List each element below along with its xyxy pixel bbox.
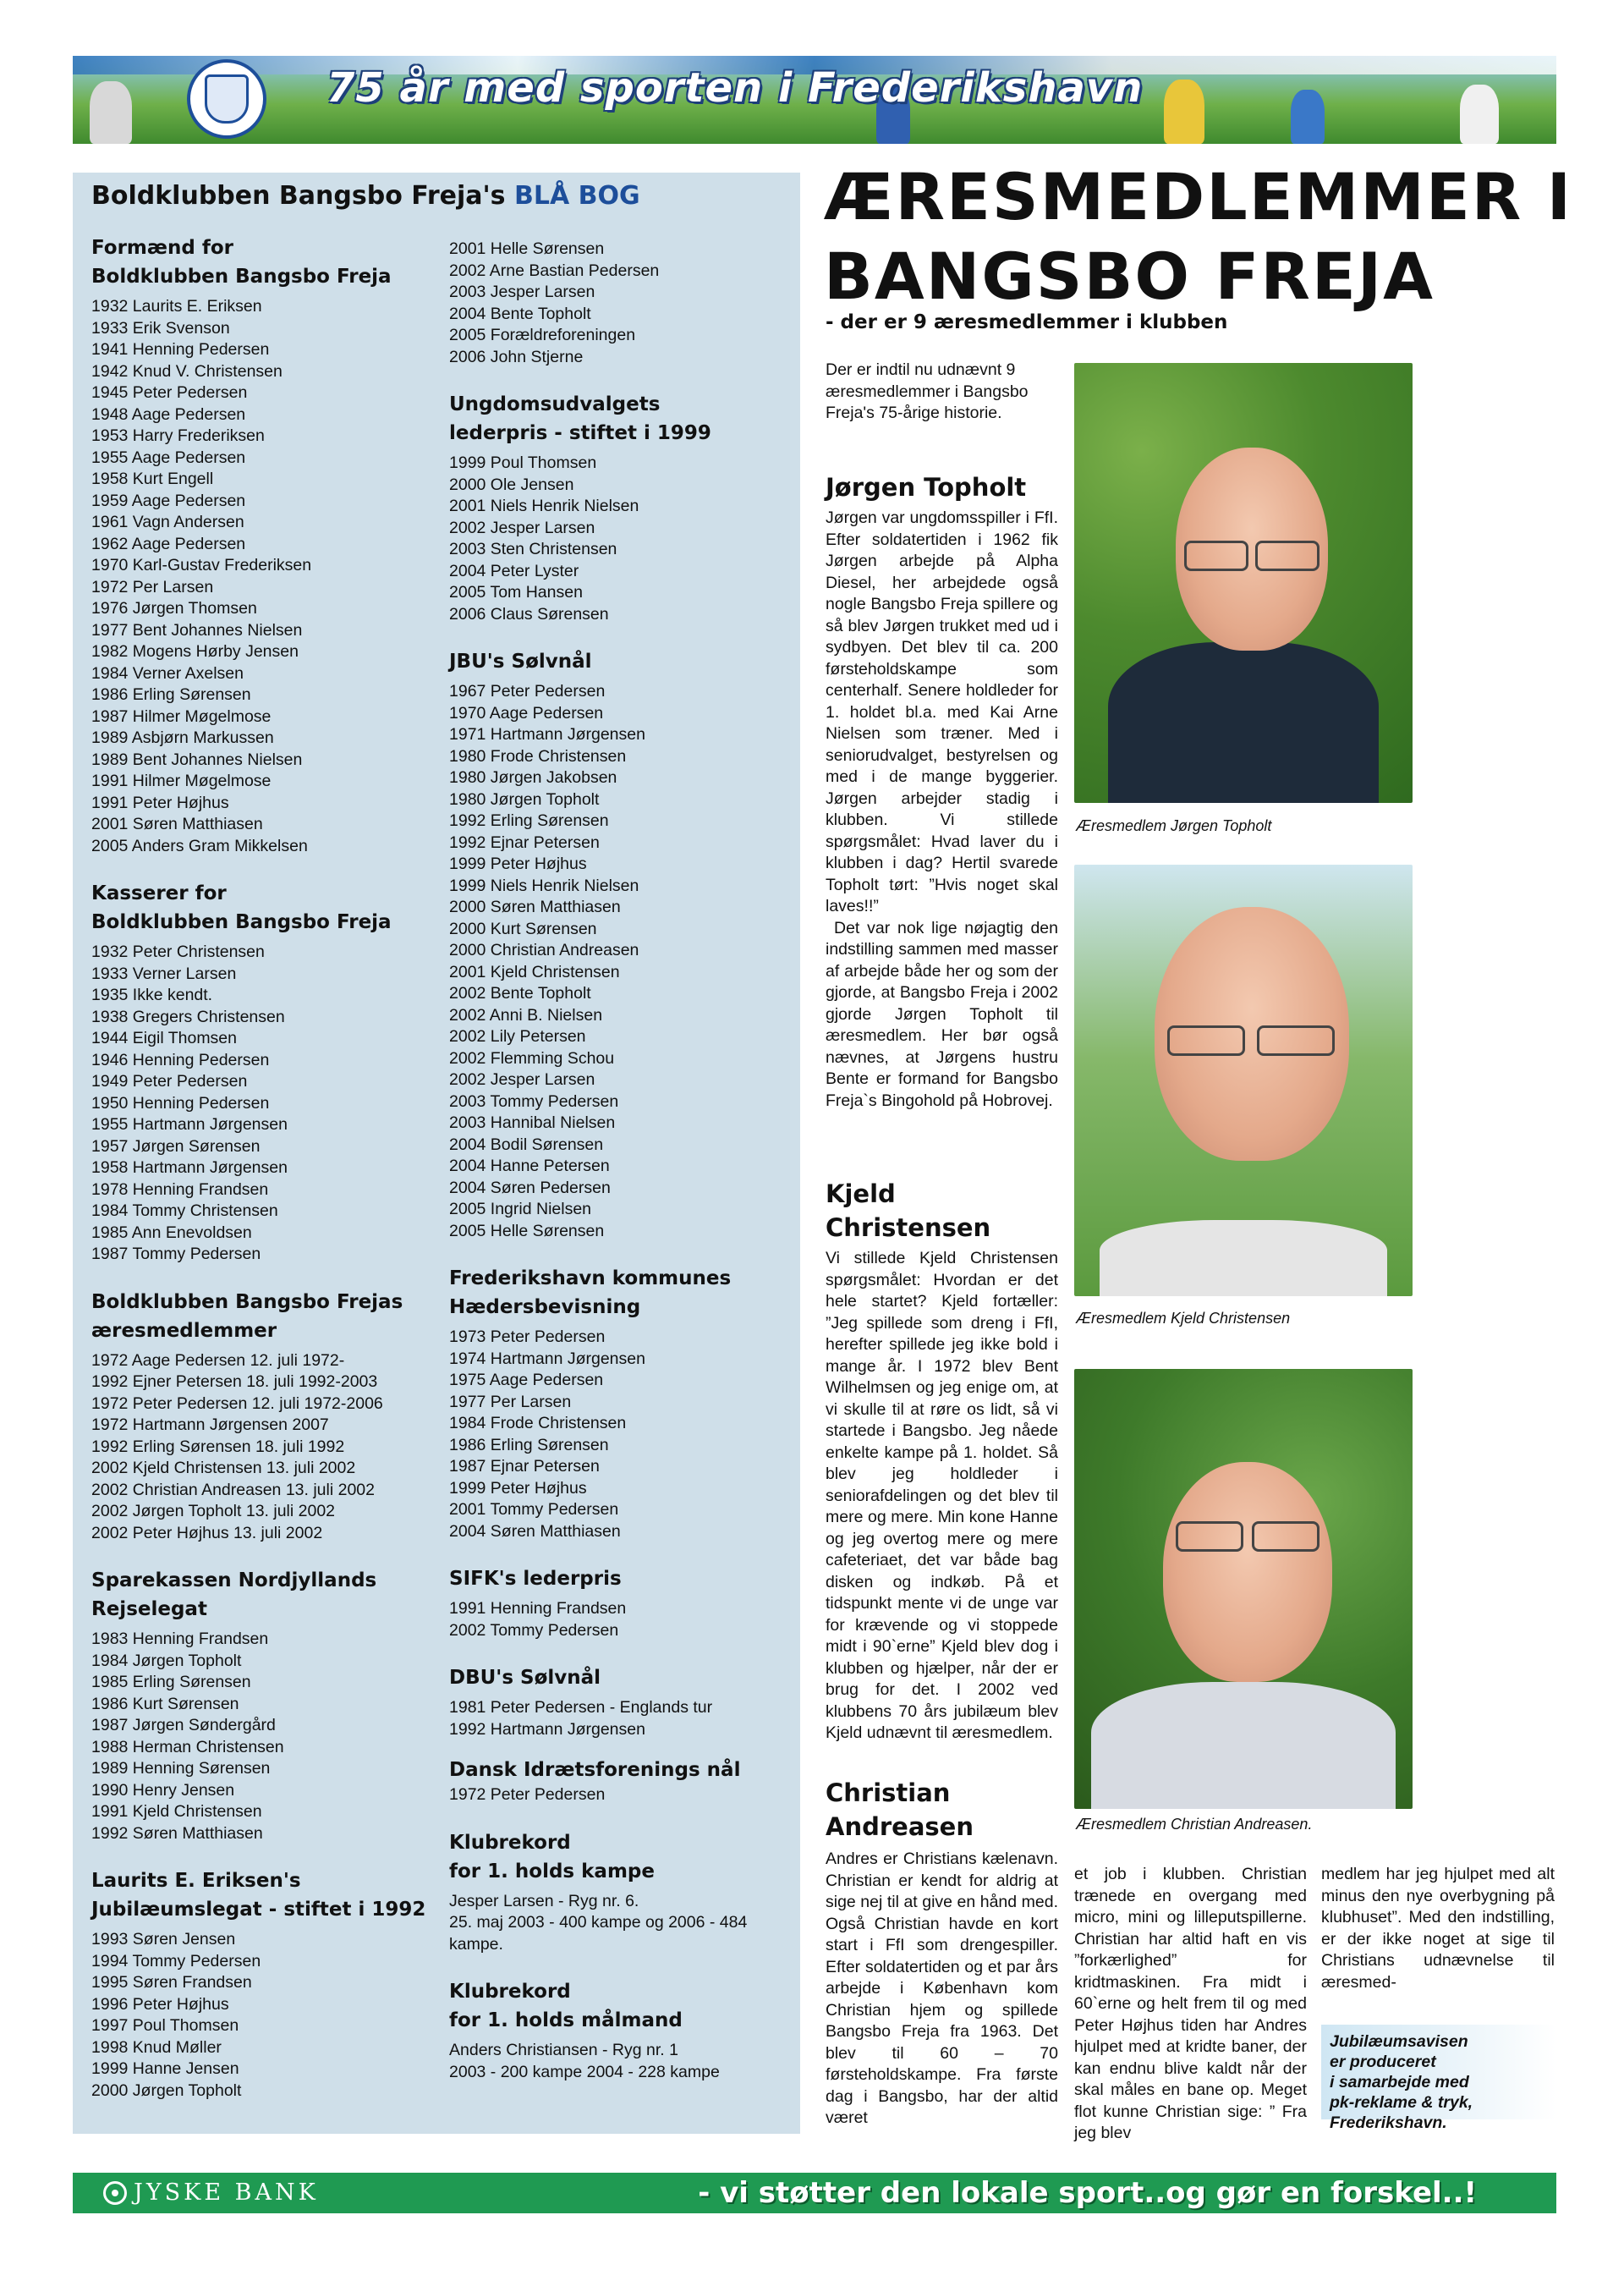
list-item: 2002 Jesper Larsen [449,518,595,537]
list-item: 1941 Henning Pedersen [91,340,270,359]
list-heading: Klubrekord for 1. holds målmand [449,1981,683,2031]
list-heading: DBU's Sølvnål [449,1667,601,1689]
list-item: 2002 Bente Topholt [449,984,591,1003]
section-gap [91,1266,430,1288]
list-item: 1988 Herman Christensen [91,1737,284,1756]
list-item: 1970 Aage Pedersen [449,703,604,723]
blue-book-left-column [91,234,430,2102]
list-item: 1962 Aage Pedersen [91,534,246,553]
list-item: 1987 Tommy Pedersen [91,1245,261,1263]
list [449,453,787,625]
headline-line-2: BANGSBO FREJA [824,239,1435,314]
caption-kjeld: Æresmedlem Kjeld Christensen [1076,1310,1291,1327]
list [449,681,787,1242]
list-item: 1933 Verner Larsen [91,964,237,983]
list-item: 1991 Hilmer Møgelmose [91,772,272,790]
list-item: 1992 Erling Sørensen [449,811,609,830]
list-item: 1992 Erling Sørensen 18. juli 1992 [91,1437,345,1456]
list-item: Jesper Larsen - Ryg nr. 6. [449,1891,639,1910]
list-item: 1959 Aage Pedersen [91,491,246,510]
list-item: 1953 Harry Frederiksen [91,426,265,445]
person-text: Jørgen var ungdomsspiller i FfI. Efter soldatertiden i 1962 fik Jørgen arbejde på Alpha Diesel, her arbejdede også nogle Bangsbo Freja spillere og så blev Jørgen trukket med ud i sydbyen. Det blev til ca. 200 førsteholdskampe som centerhalf. Senere holdleder for 1. holdet bl.a. med Kai Arne Nielsen som træner. Med i seniorudvalget, bestyrelsen og med i de mange byggerier. Jørgen arbejder stadig i klubben. Vi stillede spørgsmålet: Hvad laver du i klubben i dag? Hertil svarede Topholt tørt: ”Hvis noget skal laves!!” [826,508,1058,915]
section-gap [449,1740,787,1756]
blue-book-right-column [449,239,787,2083]
player-figure [90,81,132,144]
section-gap [91,1544,430,1566]
list-item: 1984 Frode Christensen [449,1414,627,1432]
list-item: 1949 Peter Pedersen [91,1072,248,1091]
list-item: 1985 Ann Enevoldsen [91,1223,252,1242]
jubilee-note-box [1321,2025,1556,2132]
list-item: 1999 Peter Højhus [449,1478,587,1498]
list-item: 1976 Jørgen Thomsen [91,599,257,618]
section-jorgen [826,470,1058,1112]
player-figure [1164,80,1204,144]
list-item: 1989 Asbjørn Markussen [91,728,274,747]
list-item: 1967 Peter Pedersen [449,682,606,701]
list-item: 1932 Peter Christensen [91,943,265,961]
section-gap [449,1641,787,1663]
list-item: 1987 Ejnar Petersen [449,1457,600,1476]
list-item: 1958 Kurt Engell [91,470,214,488]
list-item: 2000 Kurt Sørensen [449,919,597,938]
list-item: 2000 Ole Jensen [449,475,574,494]
list-item: 2004 Søren Matthiasen [449,1521,621,1541]
list-item: 1991 Peter Højhus [91,793,229,812]
list-item: 2005 Helle Sørensen [449,1221,605,1240]
christian-text-col2: et job i klubben. Christian trænede en overgang med micro, mini og lilleputspillerne. Christian har altid haft en vis ”forkærlighed” for kridtmaskinen. Fra midt i 60`erne og helt frem til og med Peter Højhus tiden har Andres hjulpet med at kridte baner, der kan endnu blive kaldt når der skal måles en bane op. Meget flot kunne Christian sige: ” Fra jeg blev [1074,1865,1307,2142]
blue-book-title-main: Boldklubben Bangsbo Freja's [91,181,514,211]
list-item: 1975 Aage Pedersen [449,1371,604,1389]
list-item: 1986 Kurt Sørensen [91,1694,239,1713]
list-item: 1973 Peter Pedersen [449,1327,606,1346]
section-gap [91,857,430,879]
list-item: 1974 Hartmann Jørgensen [449,1349,645,1368]
list-item: 2002 Kjeld Christensen 13. juli 2002 [91,1459,356,1477]
list-item: 2000 Christian Andreasen [449,941,639,959]
blue-book-title-accent: BLÅ BOG [513,181,640,211]
list-item: 1977 Per Larsen [449,1392,572,1411]
list-item: 1961 Vagn Andersen [91,513,244,531]
section-gap [449,1242,787,1264]
photo-jorgen-topholt [1074,363,1413,803]
section-kjeld [826,1177,1058,1745]
list-item: 1950 Henning Pedersen [91,1093,270,1113]
list-item: 1984 Tommy Christensen [91,1201,278,1220]
list-item: 1972 Peter Pedersen [449,1785,606,1804]
list-item: 1986 Erling Sørensen [91,685,251,704]
list [91,942,430,1266]
list-item: 2005 Anders Gram Mikkelsen [91,836,308,855]
list-item: 1983 Henning Frandsen [91,1630,269,1648]
list-item: 2003 Hannibal Nielsen [449,1113,616,1132]
article-intro: Der er indtil nu udnævnt 9 æresmedlemmer i Bangsbo Freja's 75-årige historie. [826,360,1029,422]
section-gap [449,1806,787,1828]
blue-book-title [91,181,640,211]
list-item: 1982 Mogens Hørby Jensen [91,642,299,661]
list-heading: Sparekassen Nordjyllands Rejselegat [91,1569,377,1620]
list-item: 1985 Erling Sørensen [91,1673,251,1691]
list-item: 1995 Søren Frandsen [91,1973,252,1992]
list-item: 2001 Tommy Pedersen [449,1500,619,1519]
list-item: kampe. [449,1934,503,1954]
person-name: Andreasen [826,1812,974,1841]
list-item: 1972 Peter Pedersen 12. juli 1972-2006 [91,1393,383,1413]
header-banner [73,56,1556,144]
bank-logo-icon [103,2181,127,2205]
list-item: 1955 Hartmann Jørgensen [91,1115,288,1134]
list-item: 1972 Hartmann Jørgensen 2007 [91,1415,329,1434]
list-item: 1938 Gregers Christensen [91,1007,285,1026]
list [91,1929,430,2102]
section-gap [449,1542,787,1564]
list-item: 1984 Jørgen Topholt [91,1651,242,1670]
person-text: Vi stillede Kjeld Christensen spørgsmålet: Hvordan er det hele startet? Kjeld fortæller: ”Jeg spillede som dreng i FfI, herefter spillede jeg ikke bold i mange år. I 1972 blev Bent Wilhelmsen og jeg enige om, at vi skulle til at røre os lidt, så vi startede i Bangsbo. Jeg nåede enkelte kampe på 1. holdet. Så blev jeg holdleder i seniorafdelingen og det blev til mere og mere. Min kone Hanne og jeg overtog mere og mere cafeteriaet, det var både bag disken og indkøb. På et tidspunkt mente vi de unge var for krævende og vi stoppede midt i 90`erne” Kjeld blev dog i klubben og hjælper, når der er brug for det. I 2002 ved klubbens 70 års jubilæum blev Kjeld udnævnt til æresmedlem. [826,1249,1058,1742]
list-item: 25. maj 2003 - 400 kampe og 2006 - 484 [449,1913,748,1932]
list-item: 1999 Peter Højhus [449,855,587,873]
list-item: 2003 Sten Christensen [449,540,617,558]
list-item: 1946 Henning Pedersen [91,1050,270,1069]
list-item: 2002 Anni B. Nielsen [449,1005,603,1025]
list-heading: Laurits E. Eriksen's Jubilæumslegat - stiftet i 1992 [91,1870,426,1921]
list-item: Anders Christiansen - Ryg nr. 1 [449,2041,678,2059]
article-subhead: - der er 9 æresmedlemmer i klubben [826,311,1228,333]
list-item: 1991 Henning Frandsen [449,1599,627,1618]
list-item: 2001 Helle Sørensen [449,239,605,258]
list-item: 1991 Kjeld Christensen [91,1802,262,1821]
person-name: Christian [826,1778,951,1807]
list-item: 2004 Hanne Petersen [449,1157,610,1175]
list [449,1784,787,1806]
list-item: 1933 Erik Svenson [91,318,230,338]
list-item: 1977 Bent Johannes Nielsen [91,620,303,640]
list [449,1598,787,1641]
list-heading: Frederikshavn kommunes Hædersbevisning [449,1267,732,1318]
list-item: 1980 Jørgen Jakobsen [449,768,617,787]
list-item: 1992 Hartmann Jørgensen [449,1719,645,1739]
list-item: 1942 Knud V. Christensen [91,361,283,381]
list-item: 2003 - 200 kampe 2004 - 228 kampe [449,2062,720,2081]
jubilee-note-text: Jubilæumsavisen er produceret i samarbejde med pk-reklame & tryk, Frederikshavn. [1330,2032,1473,2132]
list-item: 2005 Tom Hansen [449,583,583,602]
list-item: 1999 Niels Henrik Nielsen [449,876,639,895]
list-item: 1972 Per Larsen [91,577,214,596]
list-heading: Boldklubben Bangsbo Frejas æresmedlemmer [91,1290,403,1342]
list-item: 1948 Aage Pedersen [91,404,246,424]
list-item: 1992 Ejner Petersen 18. juli 1992-2003 [91,1372,378,1391]
headline-line-1: ÆRESMEDLEMMER I [824,159,1573,234]
list-heading: Formænd for Boldklubben Bangsbo Freja [91,237,392,288]
list-item: 1986 Erling Sørensen [449,1435,609,1454]
list-item: 1945 Peter Pedersen [91,383,248,402]
list-item: 2002 Jesper Larsen [449,1070,595,1089]
list-item: 1989 Henning Sørensen [91,1759,271,1778]
list-item: 2002 Flemming Schou [449,1048,615,1068]
list-item: 2002 Jørgen Topholt 13. juli 2002 [91,1502,336,1520]
list-item: 2002 Tommy Pedersen [449,1620,619,1640]
list-item: 2002 Lily Petersen [449,1027,586,1046]
list-heading: Kasserer for Boldklubben Bangsbo Freja [91,882,392,933]
list-item: 1932 Laurits E. Eriksen [91,297,262,316]
player-figure [1291,90,1325,144]
list-item: 1957 Jørgen Sørensen [91,1136,261,1156]
article-headline [824,157,1572,316]
section-gap [449,368,787,390]
footer-slogan: - vi støtter den lokale sport..og gør en forskel..! [698,2176,1477,2210]
list-item: 1980 Frode Christensen [449,746,627,766]
list-item: 1958 Hartmann Jørgensen [91,1158,288,1177]
bank-name: JYSKE BANK [134,2179,319,2206]
list-item: 2003 Jesper Larsen [449,283,595,301]
list [449,239,787,368]
list-item: 1970 Karl-Gustav Frederiksen [91,556,312,574]
list-heading: Ungdomsudvalgets lederpris - stiftet i 1999 [449,393,711,444]
list [449,1327,787,1542]
list-item: 2002 Peter Højhus 13. juli 2002 [91,1523,323,1542]
list-item: 1981 Peter Pedersen - Englands tur [449,1698,713,1717]
list-item: 2001 Niels Henrik Nielsen [449,497,639,515]
list-item: 1999 Poul Thomsen [449,453,597,472]
list-item: 2001 Søren Matthiasen [91,815,263,833]
list [91,1350,430,1545]
list-item: 2004 Peter Lyster [449,561,579,580]
section-gap [449,625,787,647]
list-item: 1987 Hilmer Møgelmose [91,706,272,726]
list-item: 1999 Hanne Jensen [91,2059,239,2078]
list-heading: Klubrekord for 1. holds kampe [449,1831,655,1883]
banner-title: 75 år med sporten i Frederikshavn [326,64,1144,112]
list-item: 1955 Aage Pedersen [91,448,246,467]
list-item: 1997 Poul Thomsen [91,2016,239,2035]
list-item: 2000 Jørgen Topholt [91,2080,242,2100]
list-item: 2002 Christian Andreasen 13. juli 2002 [91,1480,375,1499]
list [91,296,430,857]
photo-christian-andreasen [1074,1369,1413,1809]
section-gap [449,1955,787,1977]
list-item: 1972 Aage Pedersen 12. juli 1972- [91,1350,345,1370]
club-crest-icon [205,74,249,124]
list-heading: JBU's Sølvnål [449,651,592,673]
club-logo [187,59,266,139]
list-item: 1998 Knud Møller [91,2037,222,2057]
list [91,1629,430,1844]
list-item: 1992 Ejnar Petersen [449,833,600,852]
list-item: 2000 Søren Matthiasen [449,898,621,916]
list-item: 2002 Arne Bastian Pedersen [449,261,660,280]
list-item: 1994 Tommy Pedersen [91,1951,261,1970]
list-item: 2004 Bodil Sørensen [449,1135,604,1154]
list [449,2040,787,2083]
list-item: 1984 Verner Axelsen [91,663,244,683]
footer-bar [73,2173,1556,2213]
list-item: 1987 Jørgen Søndergård [91,1716,276,1734]
list-item: 1971 Hartmann Jørgensen [449,725,645,744]
list-item: 2004 Søren Pedersen [449,1178,611,1197]
list-item: 2006 John Stjerne [449,347,584,366]
person-text: Andres er Christians kælenavn. Christian er kendt for aldrig at sige nej til at give en hånd med. Også Christian havde en kort start i FfI som drengespiller. Efter soldatertiden og et par års arbejde i København kom Christian hjem og spillede Bangsbo Freja fra 1963. Det blev til 60 – 70 førsteholdskampe. Fra første dag i Bangsbo, har der altid været [826,1850,1058,2127]
caption-jorgen: Æresmedlem Jørgen Topholt [1076,817,1272,834]
list-heading: Dansk Idrætsforenings nål [449,1759,741,1781]
list-item: 1993 Søren Jensen [91,1930,236,1948]
list-item: 1990 Henry Jensen [91,1780,235,1800]
list [449,1891,787,1956]
list-item: 1978 Henning Frandsen [91,1179,269,1199]
list-item: 1989 Bent Johannes Nielsen [91,750,303,769]
list-item: 2004 Bente Topholt [449,304,591,323]
person-text: Det var nok lige nøjagtig den indstilling sammen med masser af arbejde både her og som der gjorde, at Bangsbo Freja i 2002 gjorde Jørgen Topholt til æresmedlem. Her bør også nævnes, at Jørgens hustru Bente er formand for Bangsbo Freja`s Bingohold på Hobrovej. [826,918,1058,1110]
list-heading: SIFK's lederpris [449,1568,622,1590]
list-item: 2003 Tommy Pedersen [449,1091,619,1111]
list-item: 1992 Søren Matthiasen [91,1823,263,1843]
list-item: 1980 Jørgen Topholt [449,789,600,809]
person-name: Jørgen Topholt [826,473,1027,502]
section-christian [826,1776,1058,2130]
photo-kjeld-christensen [1074,865,1413,1296]
list-item: 2006 Claus Sørensen [449,604,609,624]
list-item: 1944 Eigil Thomsen [91,1029,237,1047]
list-item: 2001 Kjeld Christensen [449,962,620,981]
christian-text-col3: medlem har jeg hjulpet med alt minus den nye overbygning på klubhuset”. Med den indstilling, er der ikke noget at sige til Christians udnævnelse til æresmed- [1321,1865,1555,1992]
list [449,1697,787,1740]
list-item: 1935 Ikke kendt. [91,986,213,1004]
list-item: 2005 Ingrid Nielsen [449,1200,592,1218]
player-figure [1460,85,1499,144]
section-gap [91,1844,430,1866]
list-item: 2005 Forældreforeningen [449,326,636,344]
person-name: Kjeld Christensen [826,1179,991,1242]
list-item: 1996 Peter Højhus [91,1994,229,2014]
caption-christian: Æresmedlem Christian Andreasen. [1076,1816,1313,1833]
